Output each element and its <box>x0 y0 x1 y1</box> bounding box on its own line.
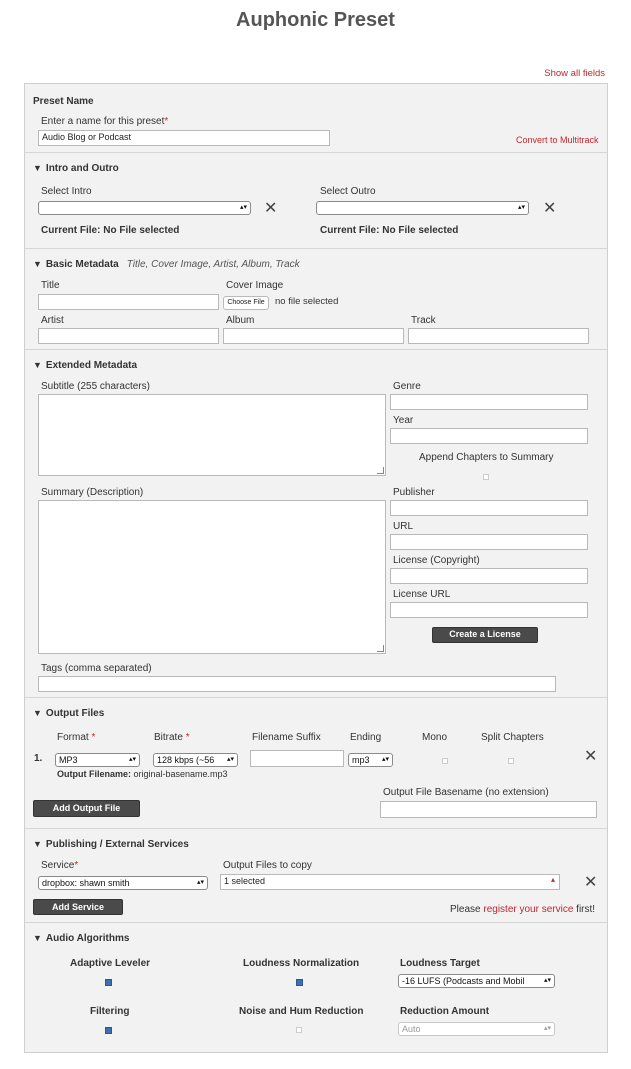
filename-suffix-input[interactable] <box>250 750 344 767</box>
append-chapters-label: Append Chapters to Summary <box>419 452 554 463</box>
register-service-note: Please register your service first! <box>450 904 596 915</box>
intro-select[interactable] <box>38 201 251 215</box>
album-input[interactable] <box>223 328 404 344</box>
select-arrows-icon: ▴▾ <box>517 204 525 211</box>
basename-input[interactable] <box>380 801 597 818</box>
mono-checkbox[interactable] <box>442 758 448 764</box>
preset-name-heading: Preset Name <box>33 96 94 107</box>
convert-to-multitrack-link[interactable]: Convert to Multitrack <box>516 135 599 145</box>
noise-reduction-label: Noise and Hum Reduction <box>239 1006 364 1017</box>
loudness-target-label: Loudness Target <box>400 958 480 969</box>
section-preset-name <box>25 84 607 152</box>
audio-algorithms-heading[interactable]: ▼ Audio Algorithms <box>33 933 130 944</box>
loudness-normalization-checkbox[interactable] <box>296 979 303 986</box>
suffix-column-label: Filename Suffix <box>252 732 321 743</box>
basic-metadata-heading[interactable]: ▼ Basic Metadata Title, Cover Image, Artist, Album, Track <box>33 259 300 270</box>
title-label: Title <box>41 280 60 291</box>
collapse-triangle-icon: ▼ <box>33 360 42 370</box>
section-output-files <box>25 697 607 829</box>
reduction-amount-select[interactable]: Auto ▴▾ <box>398 1022 555 1036</box>
outro-select[interactable] <box>316 201 529 215</box>
track-input[interactable] <box>408 328 589 344</box>
section-publishing <box>25 828 607 923</box>
select-arrows-icon: ▴▾ <box>239 204 247 211</box>
url-input[interactable] <box>390 534 588 550</box>
choose-file-button[interactable]: Choose File <box>223 296 269 310</box>
ending-select[interactable]: mp3 ▴▾ <box>348 753 393 767</box>
output-files-heading[interactable]: ▼ Output Files <box>33 708 105 719</box>
add-output-file-button[interactable]: Add Output File <box>33 800 140 817</box>
cover-image-label: Cover Image <box>226 280 284 291</box>
subtitle-textarea[interactable] <box>38 394 386 476</box>
preset-form-panel <box>24 83 608 1053</box>
loudness-target-select[interactable]: -16 LUFS (Podcasts and Mobil ▴▾ <box>398 974 555 988</box>
year-input[interactable] <box>390 428 588 444</box>
select-arrows-icon: ▴▾ <box>128 756 136 763</box>
url-label: URL <box>393 521 414 532</box>
publisher-label: Publisher <box>393 487 435 498</box>
append-chapters-checkbox[interactable] <box>483 474 489 480</box>
license-input[interactable] <box>390 568 588 584</box>
create-license-button[interactable]: Create a License <box>432 627 538 643</box>
basic-metadata-hint: Title, Cover Image, Artist, Album, Track <box>126 259 300 270</box>
bitrate-column-label: Bitrate * <box>154 732 190 743</box>
collapse-triangle-icon: ▼ <box>33 839 42 849</box>
year-label: Year <box>393 415 414 426</box>
license-label: License (Copyright) <box>393 555 480 566</box>
service-label: Service* <box>41 860 79 871</box>
section-extended-metadata <box>25 349 607 698</box>
bitrate-select[interactable]: 128 kbps (~56 ▴▾ <box>153 753 238 767</box>
ending-column-label: Ending <box>350 732 382 743</box>
show-all-fields-link[interactable]: Show all fields <box>544 68 605 79</box>
album-label: Album <box>226 315 255 326</box>
mono-column-label: Mono <box>422 732 448 743</box>
section-intro-outro <box>25 152 607 249</box>
format-column-label: Format * <box>57 732 96 743</box>
track-label: Track <box>411 315 436 326</box>
add-service-button[interactable]: Add Service <box>33 899 123 915</box>
loudness-normalization-label: Loudness Normalization <box>243 958 360 969</box>
extended-metadata-heading[interactable]: ▼ Extended Metadata <box>33 360 138 371</box>
collapse-triangle-icon: ▼ <box>33 259 42 269</box>
reduction-amount-label: Reduction Amount <box>400 1006 490 1017</box>
split-chapters-column-label: Split Chapters <box>481 732 544 743</box>
select-arrows-icon: ▴▾ <box>196 879 204 886</box>
dropdown-marker-icon: ▴ <box>550 875 555 884</box>
adaptive-leveler-label: Adaptive Leveler <box>70 958 151 969</box>
genre-input[interactable] <box>390 394 588 410</box>
clear-intro-icon[interactable]: ✕ <box>264 200 278 217</box>
summary-textarea[interactable] <box>38 500 386 654</box>
format-select[interactable]: MP3 ▴▾ <box>55 753 140 767</box>
no-file-selected-text: no file selected <box>275 296 339 307</box>
basename-label: Output File Basename (no extension) <box>383 787 549 798</box>
select-outro-label: Select Outro <box>320 186 376 197</box>
outro-current-file: Current File: No File selected <box>320 225 459 236</box>
select-arrows-icon: ▴▾ <box>543 1025 551 1032</box>
genre-label: Genre <box>393 381 421 392</box>
collapse-triangle-icon: ▼ <box>33 163 42 173</box>
section-basic-metadata <box>25 248 607 350</box>
split-chapters-checkbox[interactable] <box>508 758 514 764</box>
publishing-heading[interactable]: ▼ Publishing / External Services <box>33 839 189 850</box>
page-title: Auphonic Preset <box>236 9 395 31</box>
clear-outro-icon[interactable]: ✕ <box>543 200 557 217</box>
output-filename-line: Output Filename: original-basename.mp3 <box>57 769 228 779</box>
section-audio-algorithms <box>25 922 607 1053</box>
adaptive-leveler-checkbox[interactable] <box>105 979 112 986</box>
noise-reduction-checkbox[interactable] <box>296 1027 302 1033</box>
service-select[interactable]: dropbox: shawn smith ▴▾ <box>38 876 208 890</box>
filtering-checkbox[interactable] <box>105 1027 112 1034</box>
remove-output-file-icon[interactable]: ✕ <box>584 748 598 765</box>
collapse-triangle-icon: ▼ <box>33 933 42 943</box>
output-files-to-copy-label: Output Files to copy <box>223 860 312 871</box>
select-arrows-icon: ▴▾ <box>543 977 551 984</box>
select-arrows-icon: ▴▾ <box>226 756 234 763</box>
intro-outro-heading[interactable]: ▼ Intro and Outro <box>33 163 119 174</box>
select-intro-label: Select Intro <box>41 186 92 197</box>
tags-input[interactable] <box>38 676 556 692</box>
artist-input[interactable] <box>38 328 219 344</box>
subtitle-label: Subtitle (255 characters) <box>41 381 150 392</box>
license-url-input[interactable] <box>390 602 588 618</box>
filtering-label: Filtering <box>90 1006 130 1017</box>
remove-service-icon[interactable]: ✕ <box>584 874 598 891</box>
tags-label: Tags (comma separated) <box>41 663 152 674</box>
select-arrows-icon: ▴▾ <box>381 756 389 763</box>
preset-name-input[interactable]: Audio Blog or Podcast <box>38 130 330 146</box>
title-input[interactable] <box>38 294 219 310</box>
summary-label: Summary (Description) <box>41 487 144 498</box>
license-url-label: License URL <box>393 589 451 600</box>
output-files-to-copy-select[interactable]: 1 selected ▴ <box>220 874 560 890</box>
output-row-index: 1. <box>34 753 43 764</box>
intro-current-file: Current File: No File selected <box>41 225 180 236</box>
register-service-link[interactable]: register your service <box>483 904 574 915</box>
publisher-input[interactable] <box>390 500 588 516</box>
collapse-triangle-icon: ▼ <box>33 708 42 718</box>
artist-label: Artist <box>41 315 64 326</box>
preset-name-label: Enter a name for this preset* <box>41 116 169 127</box>
